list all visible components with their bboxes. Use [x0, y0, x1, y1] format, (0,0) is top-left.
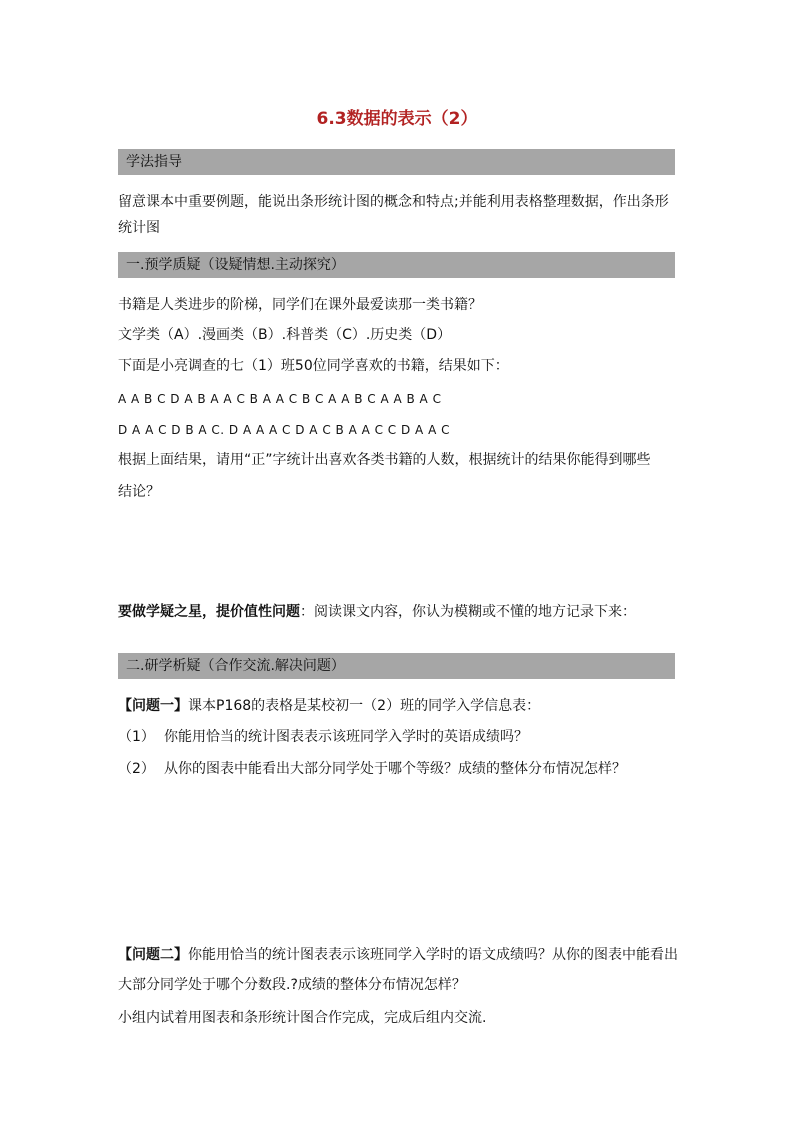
item-number: （1） [118, 729, 155, 745]
problem-one-item-2 [118, 759, 678, 779]
categories-line: 文学类（A）.漫画类（B）.科普类（C）.历史类（D） [118, 327, 452, 343]
item-text: 你能用恰当的统计图表表示该班同学入学时的英语成绩吗？ [164, 729, 528, 745]
question-line: 书籍是人类进步的阶梯，同学们在课外最爱读那一类书籍？ [118, 297, 482, 313]
problem-one-text: 课本P168的表格是某校初一（2）班的同学入学信息表： [188, 698, 541, 714]
guide-text-line-2: 统计图 [118, 220, 160, 236]
problem-two-label: 【问题二】 [118, 947, 188, 963]
survey-intro-line: 下面是小亮调查的七（1）班50位同学喜欢的书籍，结果如下： [118, 358, 509, 374]
problem-two-line-2: 大部分同学处于哪个分数段.?成绩的整体分布情况怎样？ [118, 977, 466, 993]
problem-two-text: 你能用恰当的统计图表表示该班同学入学时的语文成绩吗？从你的图表中能看出 [188, 947, 678, 963]
problem-two-line-1 [118, 945, 678, 965]
item-number: （2） [118, 761, 155, 777]
problem-one-item-1 [118, 727, 678, 747]
section-header-preview: 一.预学质疑（设疑情想.主动探究） [118, 252, 675, 278]
task-line-2: 结论？ [118, 484, 160, 500]
problem-one-line [118, 696, 678, 716]
question-star-text: ：阅读课文内容，你认为模糊或不懂的地方记录下来： [300, 604, 636, 620]
page-title: 6.3数据的表示（2） [316, 109, 478, 129]
problem-one-label: 【问题一】 [118, 698, 188, 714]
question-star-label: 要做学疑之星，提价值性问题 [118, 604, 300, 620]
question-star-line [118, 602, 678, 622]
survey-data-row-2: D A A C D B A C. D A A A C D A C B A A C C D A A C [118, 423, 450, 437]
problem-two-line-3: 小组内试着用图表和条形统计图合作完成，完成后组内交流. [118, 1010, 487, 1026]
guide-text-line-1: 留意课本中重要例题，能说出条形统计图的概念和特点;并能利用表格整理数据，作出条形 [118, 194, 669, 210]
task-line-1: 根据上面结果，请用“正”字统计出喜欢各类书籍的人数，根据统计的结果你能得到哪些 [118, 452, 651, 468]
item-text: 从你的图表中能看出大部分同学处于哪个等级？成绩的整体分布情况怎样？ [164, 761, 626, 777]
survey-data-row-1: A A B C D A B A A C B A A C B C A A B C A A B A C [118, 392, 442, 406]
section-header-study-guide: 学法指导 [118, 149, 675, 175]
section-header-study-analysis: 二.研学析疑（合作交流.解决问题） [118, 653, 675, 679]
